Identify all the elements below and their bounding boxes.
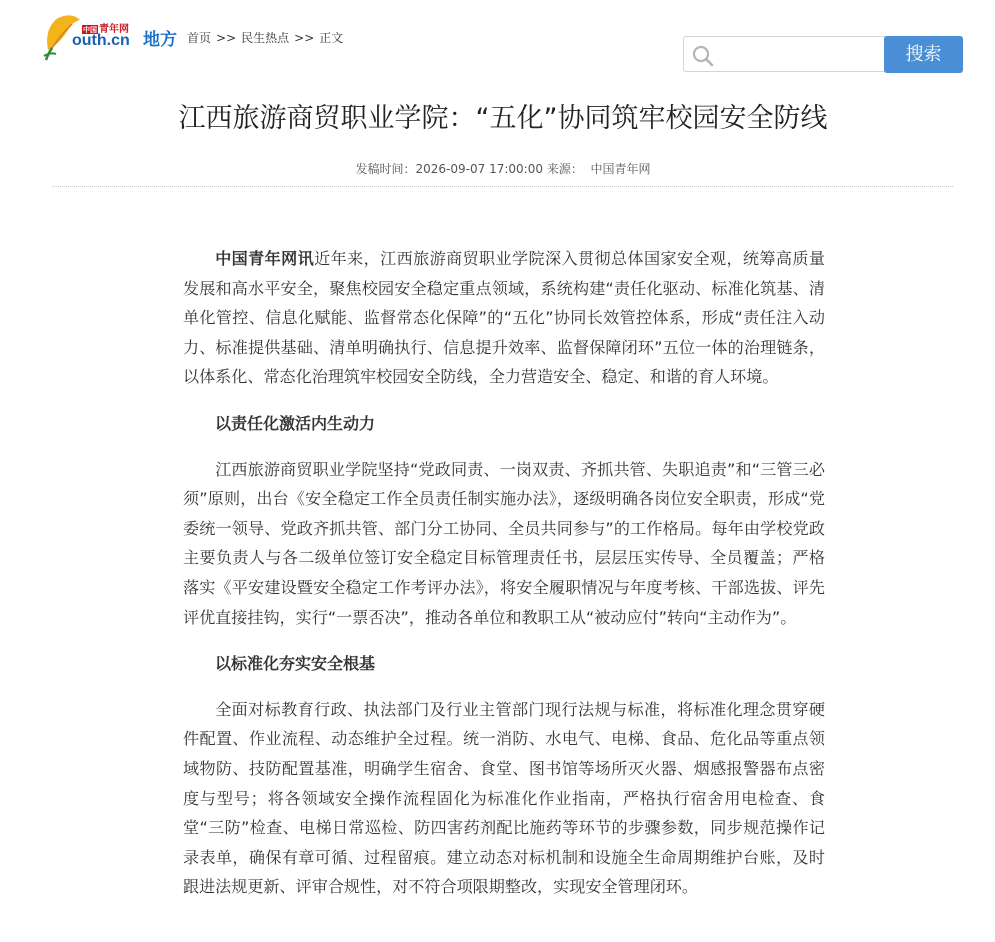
publish-time-label: 发稿时间：	[355, 162, 416, 176]
search-button[interactable]: 搜索	[884, 36, 963, 73]
breadcrumb-home[interactable]: 首页	[187, 31, 212, 45]
breadcrumb-livelihood[interactable]: 民生热点	[241, 31, 290, 45]
lead-prefix: 中国青年网讯	[215, 249, 315, 268]
article-body	[183, 244, 825, 902]
section-paragraph: 全面对标教育行政、执法部门及行业主管部门现行法规与标准，将标准化理念贯穿硬件配置、作业流程、动态维护全过程。统一消防、水电气、电梯、食品、危化品等重点领域物防、技防配置基准，明确学生宿舍、食堂、图书馆等场所灭火器、烟感报警器布点密度与型号；将各领域安全操作流程固化为标准化作业指南，严格执行宿舍用电检查、食堂“三防”检查、电梯日常巡检、防四害药剂配比施药等环节的步骤参数，同步规范操作记录表单，确保有章可循、过程留痕。建立动态对标机制和设施全生命周期维护台账，及时跟进法规更新、评审合规性，对不符合项限期整改，实现安全管理闭环。	[183, 699, 825, 897]
logo-brand: 中国 青年网	[83, 24, 129, 35]
logo-text: outh.cn	[72, 32, 130, 49]
article-meta	[0, 160, 995, 177]
section-heading: 以标准化夯实安全根基	[215, 654, 376, 674]
source-name[interactable]: 中国青年网	[590, 162, 651, 176]
breadcrumb-separator: >>	[216, 31, 237, 45]
intro-text: 近年来，江西旅游商贸职业学院深入贯彻总体国家安全观，统筹高质量发展和高水平安全，聚焦校园安全稳定重点领域，系统构建“责任化驱动、标准化筑基、清单化管控、信息化赋能、监督常态化保障”的“五化”协同长效管控体系，形成“责任注入动力、标准提供基础、清单明确执行、信息提升效率、监督保障闭环”五位一体的治理链条，以体系化、常态化治理筑牢校园安全防线，全力营造安全、稳定、和谐的育人环境。	[183, 249, 825, 387]
section-heading: 以责任化激活内生动力	[215, 413, 376, 433]
publish-time: 2026-09-07 17:00:00	[415, 162, 543, 176]
breadcrumb-separator: >>	[294, 31, 315, 45]
article-title: 江西旅游商贸职业学院：“五化”协同筑牢校园安全防线	[178, 103, 828, 134]
search-icon	[692, 45, 714, 67]
search-box	[683, 36, 888, 72]
intro-paragraph	[183, 244, 825, 392]
breadcrumb-current: 正文	[319, 31, 344, 45]
divider	[52, 186, 953, 187]
breadcrumb	[187, 29, 343, 46]
site-logo[interactable]	[42, 10, 134, 62]
region-label[interactable]: 地方	[143, 30, 177, 50]
source-label: 来源：	[546, 162, 583, 176]
section-paragraph: 江西旅游商贸职业学院坚持“党政同责、一岗双责、齐抓共管、失职追责”和“三管三必须”原则，出台《安全稳定工作全员责任制实施办法》，逐级明确各岗位安全职责，形成“党委统一领导、党政齐抓共管、部门分工协同、全员共同参与”的工作格局。每年由学校党政主要负责人与各二级单位签订安全稳定目标管理责任书，层层压实传导、全员覆盖；严格落实《平安建设暨安全稳定工作考评办法》，将安全履职情况与年度考核、干部选拔、评先评优直接挂钩，实行“一票否决”，推动各单位和教职工从“被动应付”转向“主动作为”。	[183, 459, 825, 627]
search-input[interactable]	[718, 39, 882, 71]
